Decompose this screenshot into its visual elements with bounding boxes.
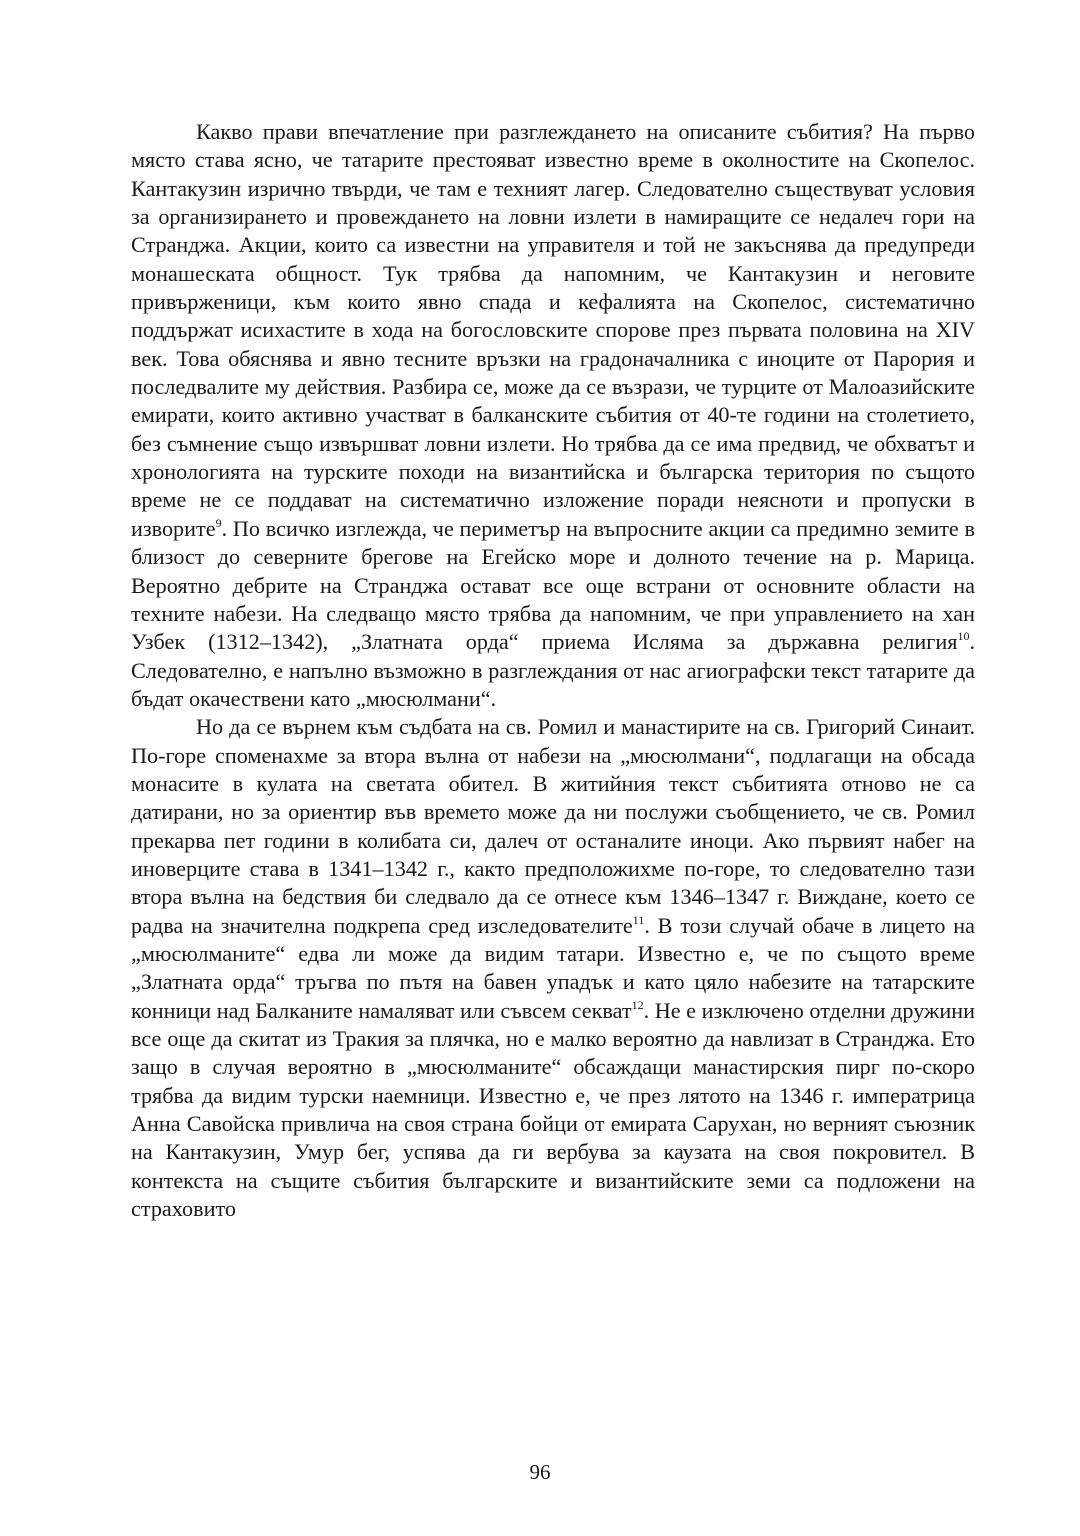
page-number: 96 bbox=[529, 1460, 551, 1484]
paragraph-text: Какво прави впечатление при разглеждането на описаните събития? На първо място става ясно, че татарите престояват известно време в околностите на Скопелос. Кантакузин изрично твърди, че там е техният лагер. Следователно съществуват условия за организирането и провеждането на ловни излети в намиращите се недалеч гори на Странджа. Акции, които са известни на управителя и той не закъснява да предупреди монашеската общност. Тук трябва да напомним, че Кантакузин и неговите привърженици, към които явно спада и кефалията на Скопелос, систематично поддържат исихастите в хода на богословските спорове през първата половина на XIV век. Това обяснява и явно тесните връзки на градоначалника с иноците от Парория и последвалите му действия. Разбира се, може да се възрази, че турците от Малоазийските емирати, които активно участват в балканските събития от 40-те години на столетието, без съмнение също извършват ловни излети. Но трябва да се има предвид, че обхватът и хронологията на турските походи на византийска и българска територия по същото време не се поддават на систематично изложение поради неясноти и пропуски в изворите bbox=[131, 119, 975, 541]
paragraph-text: . Не е изключено отделни дружини все още да скитат из Тракия за плячка, но е малко вероятно да навлизат в Странджа. Ето защо в случая вероятно в „мюсюлманите“ обсаждащи манастирския пирг по-скоро трябва да видим турски наемници. Известно е, че през лятото на 1346 г. императрица Анна Савойска привлича на своя страна бойци от емирата Сарухан, но верният съюзник на Кантакузин, Умур бег, успява да ги вербува за каузата на своя покровител. В контекста на същите събития българските и византийските земи са подложени на страховито bbox=[131, 997, 975, 1222]
paragraph-text: . По всичко изглежда, че периметър на въпросните акции са предимно земите в близост до северните брегове на Егейско море и долното течение на р. Марица. Вероятно дебрите на Странджа остават все още встрани от основните области на техните набези. На следващо място трябва да напомним, че при управлението на хан Узбек (1312–1342), „Златната орда“ приема Исляма за държавна религия bbox=[131, 515, 975, 655]
paragraph-2 bbox=[131, 713, 975, 1223]
paragraph-1 bbox=[131, 118, 975, 713]
paragraph-text: . Следователно, е напълно възможно в разглеждания от нас агиографски текст татарите да бъдат окачествени като „мюсюлмани“. bbox=[131, 629, 975, 711]
footnote-marker: 11 bbox=[632, 912, 645, 927]
paragraph-text: . В този случай обаче в лицето на „мюсюлманите“ едва ли може да видим татари. Известно е, че по същото време „Златната орда“ тръгва по пътя на бавен упадък и като цяло набезите на татарските конници над Балканите намаляват или съвсем секват bbox=[131, 912, 975, 1023]
paragraph-text: Но да се върнем към съдбата на св. Ромил и манастирите на св. Григорий Синаит. По-горе споменахме за втора вълна от набези на „мюсюлмани“, подлагащи на обсада монасите в кулата на светата обител. В житийния текст събитията отново не са датирани, но за ориентир във времето може да ни послужи съобщението, че св. Ромил прекарва пет години в колибата си, далеч от останалите иноци. Ако първият набег на иноверците става в 1341–1342 г., както предположихме по-горе, то следователно тази втора вълна на бедствия би следвало да се отнесе към 1346–1347 г. Виждане, което се радва на значителна подкрепа сред изследователите bbox=[131, 714, 975, 938]
footnote-marker: 9 bbox=[215, 515, 222, 530]
footnote-marker: 10 bbox=[957, 629, 970, 644]
body-text bbox=[131, 118, 975, 1223]
footnote-marker: 12 bbox=[631, 997, 644, 1012]
